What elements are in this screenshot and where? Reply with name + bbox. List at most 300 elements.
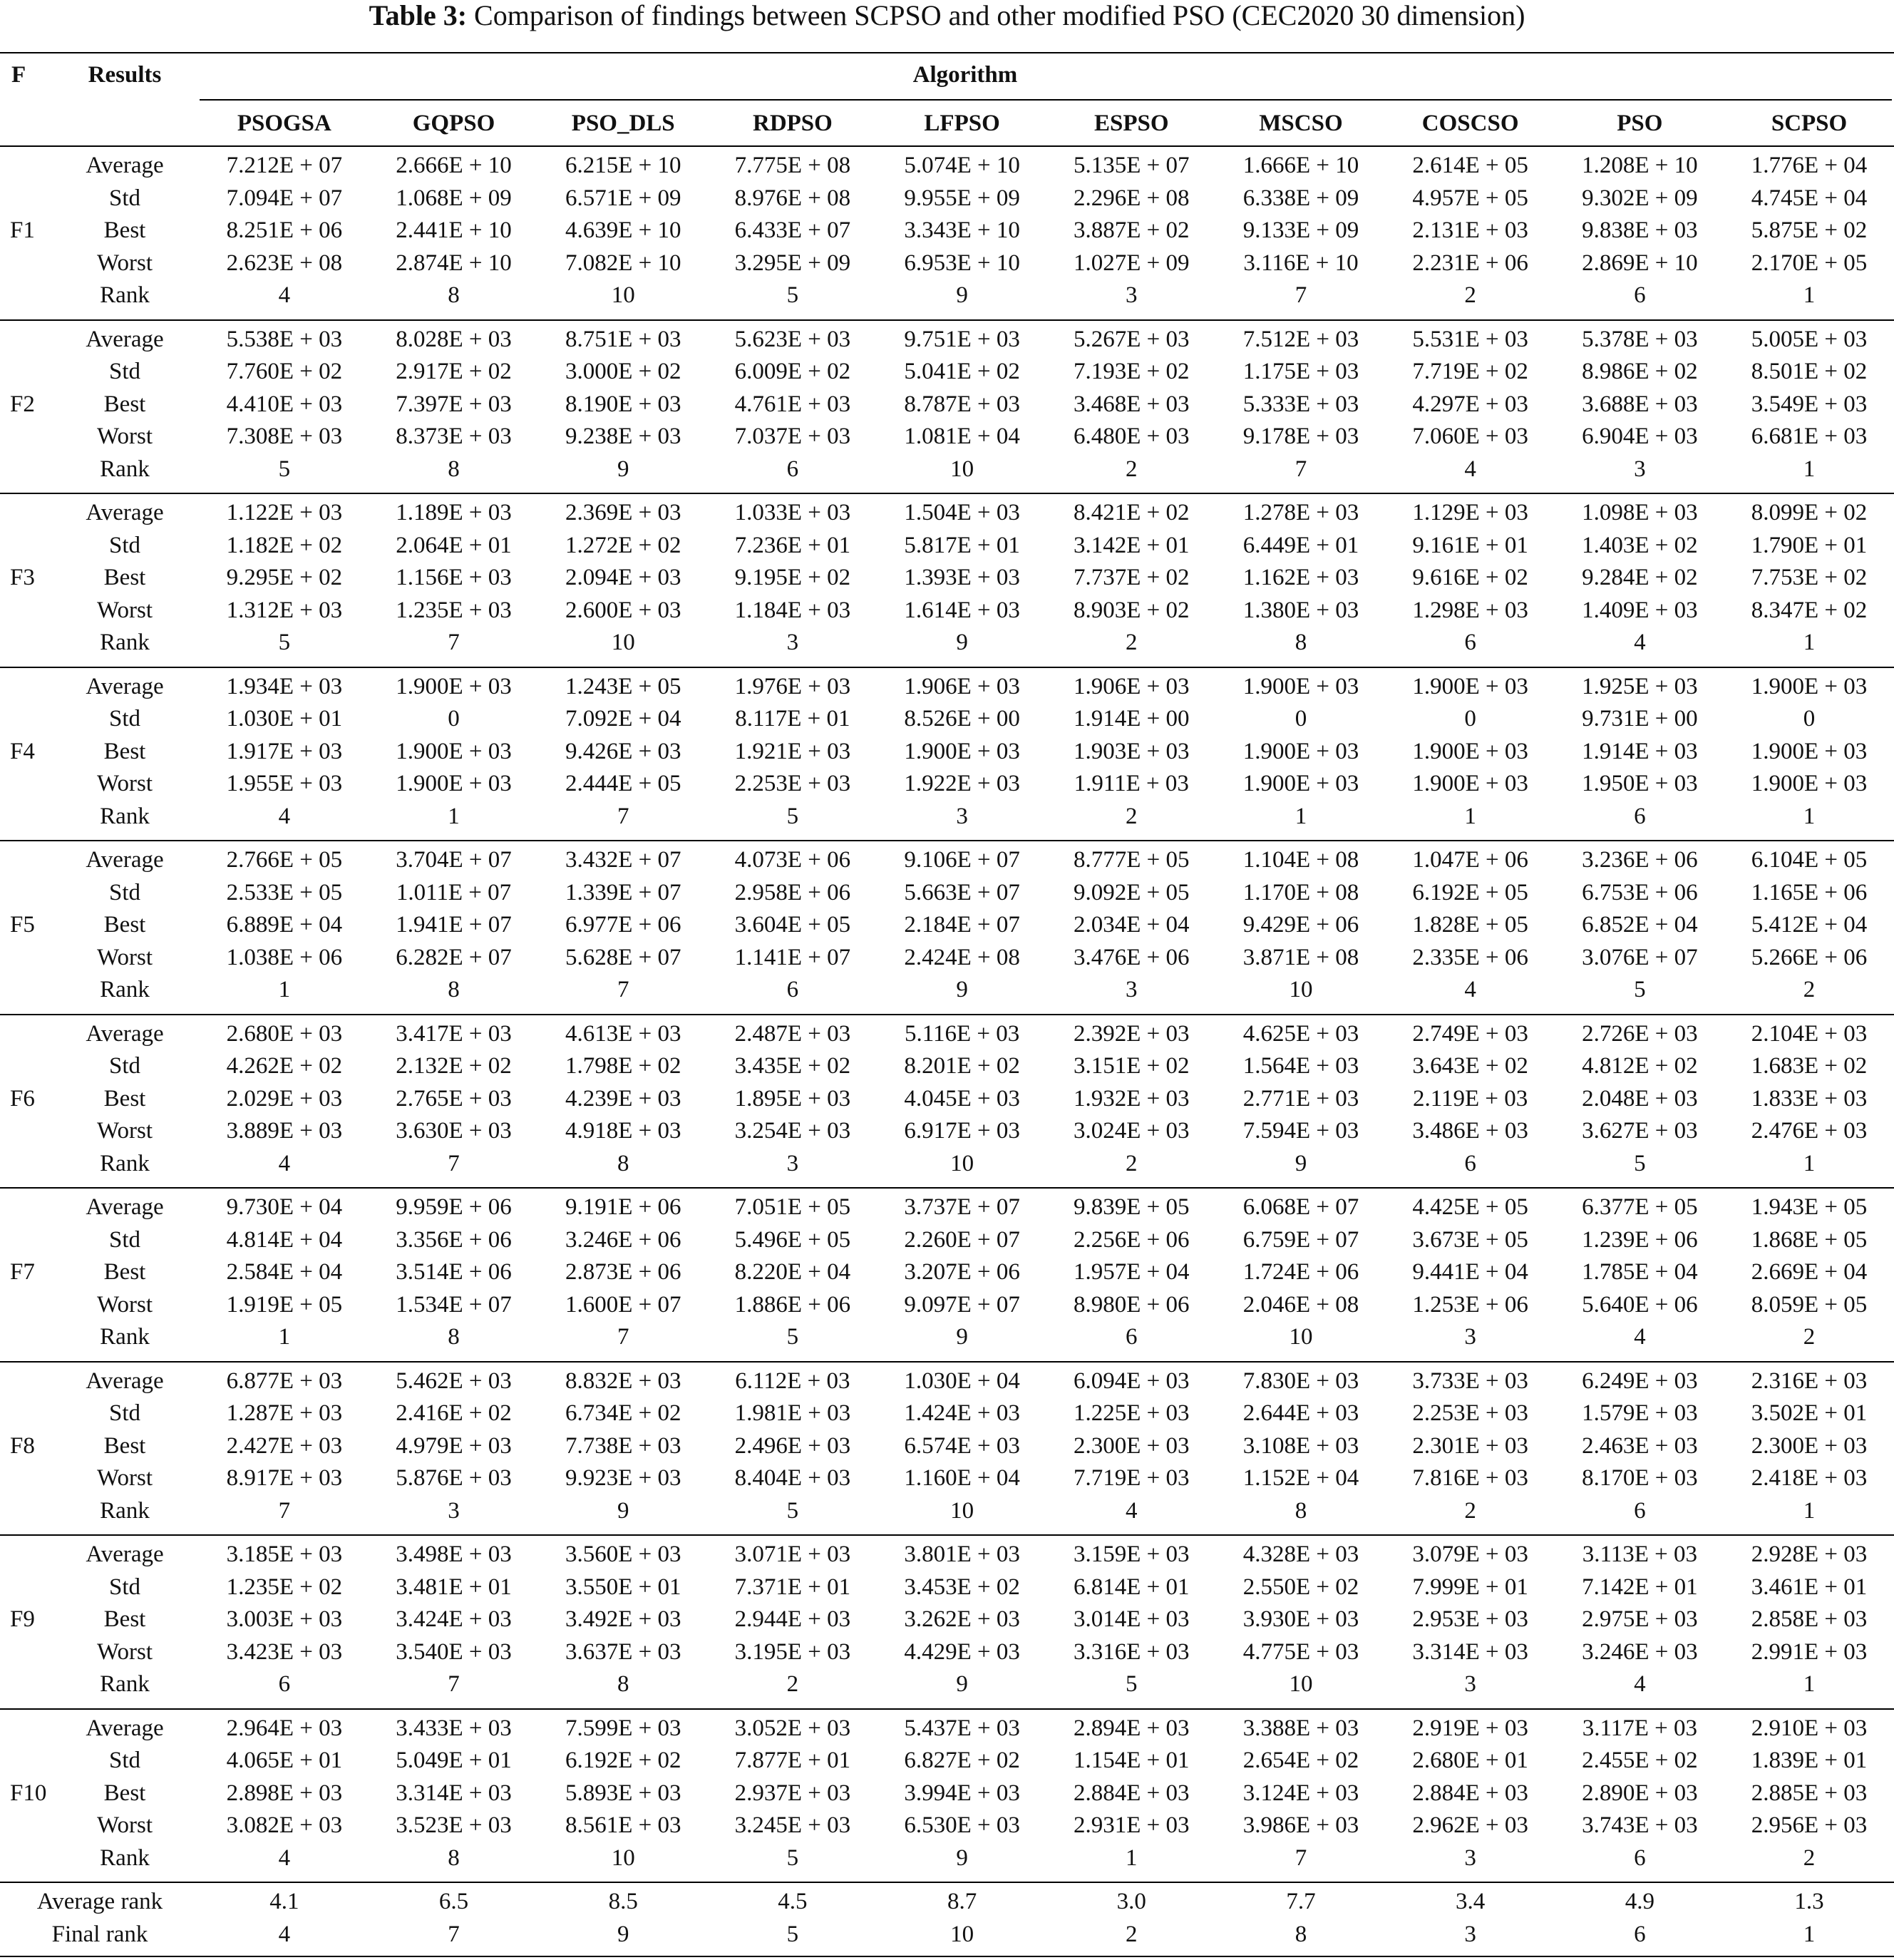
- worst-cell: 2.253E + 03: [734, 771, 851, 797]
- average-cell: 1.666E + 10: [1242, 153, 1359, 178]
- worst-cell: 2.046E + 08: [1242, 1291, 1359, 1318]
- std-cell: 5.663E + 07: [904, 879, 1020, 905]
- best-cell: 5.893E + 03: [565, 1780, 681, 1806]
- rank-cell: 6: [1634, 282, 1646, 309]
- best-cell: 1.957E + 04: [1074, 1259, 1190, 1286]
- std-cell: 6.009E + 02: [734, 359, 851, 385]
- best-cell: 2.300E + 03: [1751, 1432, 1868, 1459]
- metric-label-worst: Worst: [96, 1638, 153, 1665]
- average-cell: 6.112E + 03: [735, 1368, 850, 1394]
- best-cell: 1.900E + 03: [1242, 738, 1359, 764]
- worst-cell: 3.486E + 03: [1412, 1118, 1528, 1144]
- average-cell: 1.504E + 03: [904, 500, 1020, 525]
- best-cell: 4.297E + 03: [1412, 391, 1528, 417]
- best-cell: 1.903E + 03: [1074, 738, 1190, 764]
- best-cell: 3.003E + 03: [226, 1606, 343, 1633]
- metric-label-worst: Worst: [96, 771, 153, 797]
- rank-cell: 7: [1295, 282, 1307, 309]
- std-cell: 2.260E + 07: [904, 1226, 1020, 1253]
- function-block-f10: [0, 1710, 1894, 1884]
- best-cell: 6.574E + 03: [904, 1432, 1020, 1459]
- rank-cell: 3: [1126, 977, 1138, 1003]
- best-cell: 2.184E + 07: [904, 912, 1020, 938]
- average-rank-cell: 6.5: [438, 1889, 469, 1914]
- std-cell: 5.817E + 01: [904, 532, 1020, 558]
- average-cell: 3.388E + 03: [1242, 1715, 1359, 1741]
- std-cell: 1.790E + 01: [1751, 532, 1868, 558]
- function-block-f8: [0, 1363, 1894, 1536]
- worst-cell: 8.903E + 02: [1074, 597, 1190, 623]
- rank-cell: 1: [1803, 1150, 1816, 1176]
- rank-cell: 8: [1295, 1497, 1307, 1524]
- best-cell: 2.885E + 03: [1751, 1780, 1868, 1806]
- best-cell: 1.162E + 03: [1242, 565, 1359, 591]
- worst-cell: 2.418E + 03: [1751, 1465, 1868, 1492]
- metric-label-best: Best: [103, 391, 146, 417]
- average-cell: 6.094E + 03: [1074, 1368, 1190, 1394]
- worst-cell: 7.060E + 03: [1412, 424, 1528, 450]
- average-cell: 6.877E + 03: [226, 1368, 343, 1394]
- std-cell: 3.502E + 01: [1751, 1400, 1868, 1427]
- rank-cell: 1: [1803, 630, 1816, 656]
- std-cell: 1.011E + 07: [396, 879, 512, 905]
- std-cell: 1.839E + 01: [1751, 1748, 1868, 1774]
- metric-label-worst: Worst: [96, 597, 153, 623]
- worst-cell: 1.298E + 03: [1412, 597, 1528, 623]
- metric-label-rank: Rank: [100, 803, 150, 829]
- average-rank-cell: 3.0: [1116, 1889, 1146, 1914]
- average-cell: 3.417E + 03: [396, 1020, 512, 1047]
- best-cell: 4.761E + 03: [734, 391, 851, 417]
- worst-cell: 3.423E + 03: [226, 1638, 343, 1665]
- std-cell: 2.455E + 02: [1582, 1748, 1698, 1774]
- worst-cell: 8.347E + 02: [1751, 597, 1868, 623]
- best-cell: 2.953E + 03: [1412, 1606, 1528, 1633]
- function-blocks: [0, 147, 1894, 1883]
- table-caption: [0, 0, 1894, 31]
- std-cell: 1.403E + 02: [1582, 532, 1698, 558]
- average-cell: 1.943E + 05: [1751, 1194, 1868, 1220]
- std-cell: 6.814E + 01: [1074, 1574, 1190, 1600]
- average-cell: 5.462E + 03: [396, 1368, 512, 1394]
- metric-label-rank: Rank: [100, 977, 150, 1003]
- std-cell: 0: [1464, 706, 1476, 732]
- best-cell: 2.094E + 03: [565, 565, 681, 591]
- average-cell: 9.959E + 06: [396, 1194, 512, 1220]
- worst-cell: 9.923E + 03: [565, 1465, 681, 1492]
- worst-cell: 6.904E + 03: [1582, 424, 1698, 450]
- worst-cell: 4.918E + 03: [565, 1118, 681, 1144]
- function-label: F1: [10, 217, 35, 244]
- best-cell: 8.251E + 06: [226, 217, 343, 244]
- average-cell: 3.113E + 03: [1582, 1541, 1697, 1567]
- rank-cell: 3: [1464, 1844, 1476, 1871]
- std-cell: 9.092E + 05: [1074, 879, 1190, 905]
- average-cell: 9.730E + 04: [226, 1194, 343, 1220]
- rank-cell: 8: [448, 1844, 460, 1871]
- std-cell: 1.239E + 06: [1582, 1226, 1698, 1253]
- best-cell: 1.895E + 03: [734, 1085, 851, 1112]
- metric-label-std: Std: [108, 1574, 141, 1600]
- rank-cell: 3: [786, 630, 799, 656]
- best-cell: 3.343E + 10: [904, 217, 1020, 244]
- rank-cell: 2: [1464, 282, 1476, 309]
- average-cell: 6.249E + 03: [1582, 1368, 1698, 1394]
- worst-cell: 3.076E + 07: [1582, 944, 1698, 970]
- function-label: F9: [10, 1606, 35, 1633]
- std-cell: 3.356E + 06: [396, 1226, 512, 1253]
- worst-cell: 1.027E + 09: [1074, 250, 1190, 276]
- best-cell: 9.838E + 03: [1582, 217, 1698, 244]
- std-cell: 2.064E + 01: [396, 532, 512, 558]
- worst-cell: 3.314E + 03: [1412, 1638, 1528, 1665]
- std-cell: 2.253E + 03: [1412, 1400, 1528, 1427]
- best-cell: 2.463E + 03: [1582, 1432, 1698, 1459]
- rank-cell: 6: [1126, 1324, 1138, 1350]
- best-cell: 1.828E + 05: [1412, 912, 1528, 938]
- average-cell: 5.437E + 03: [904, 1715, 1020, 1741]
- average-cell: 2.666E + 10: [396, 153, 512, 178]
- best-cell: 1.914E + 03: [1582, 738, 1698, 764]
- std-cell: 1.798E + 02: [565, 1053, 681, 1079]
- std-cell: 1.235E + 02: [226, 1574, 343, 1600]
- worst-cell: 1.900E + 03: [1751, 771, 1868, 797]
- rank-cell: 1: [1803, 456, 1816, 482]
- average-cell: 9.839E + 05: [1074, 1194, 1190, 1220]
- average-cell: 3.117E + 03: [1582, 1715, 1697, 1741]
- worst-cell: 2.991E + 03: [1751, 1638, 1868, 1665]
- rank-cell: 10: [950, 1497, 974, 1524]
- worst-cell: 3.245E + 03: [734, 1812, 851, 1839]
- best-cell: 6.852E + 04: [1582, 912, 1698, 938]
- std-cell: 3.453E + 02: [904, 1574, 1020, 1600]
- final-rank-label: Final rank: [51, 1921, 148, 1947]
- metric-label-rank: Rank: [100, 456, 150, 482]
- rank-cell: 6: [1634, 1844, 1646, 1871]
- best-cell: 2.937E + 03: [734, 1780, 851, 1806]
- worst-cell: 2.623E + 08: [226, 250, 343, 276]
- metric-label-average: Average: [86, 847, 164, 873]
- std-cell: 9.731E + 00: [1582, 706, 1698, 732]
- std-cell: 8.501E + 02: [1751, 359, 1868, 385]
- std-cell: 1.868E + 05: [1751, 1226, 1868, 1253]
- metric-label-average: Average: [86, 673, 164, 699]
- worst-cell: 3.116E + 10: [1243, 250, 1359, 276]
- metric-label-average: Average: [86, 1194, 164, 1220]
- std-cell: 6.827E + 02: [904, 1748, 1020, 1774]
- worst-cell: 4.775E + 03: [1242, 1638, 1359, 1665]
- average-cell: 1.033E + 03: [734, 500, 851, 525]
- best-cell: 2.873E + 06: [565, 1259, 681, 1286]
- best-cell: 2.890E + 03: [1582, 1780, 1698, 1806]
- function-label: F2: [10, 391, 35, 417]
- header-row-primary: [0, 53, 1894, 99]
- best-cell: 1.156E + 03: [396, 565, 512, 591]
- average-cell: 8.777E + 05: [1074, 847, 1190, 873]
- std-cell: 2.296E + 08: [1074, 185, 1190, 211]
- metric-label-std: Std: [108, 359, 141, 385]
- best-cell: 2.884E + 03: [1074, 1780, 1190, 1806]
- best-cell: 1.785E + 04: [1582, 1259, 1698, 1286]
- worst-cell: 6.681E + 03: [1751, 424, 1868, 450]
- average-cell: 2.487E + 03: [734, 1020, 851, 1047]
- std-cell: 7.236E + 01: [734, 532, 851, 558]
- final-rank-cell: 9: [617, 1921, 629, 1947]
- average-cell: 3.704E + 07: [396, 847, 512, 873]
- worst-cell: 8.980E + 06: [1074, 1291, 1190, 1318]
- function-label: F8: [10, 1432, 35, 1459]
- worst-cell: 2.476E + 03: [1751, 1118, 1868, 1144]
- average-cell: 1.129E + 03: [1412, 500, 1528, 525]
- rank-cell: 1: [1803, 1497, 1816, 1524]
- final-rank-cell: 3: [1464, 1921, 1476, 1947]
- std-cell: 7.877E + 01: [734, 1748, 851, 1774]
- rank-cell: 3: [1464, 1324, 1476, 1350]
- algorithm-header-gqpso: GQPSO: [412, 111, 495, 136]
- rank-cell: 5: [786, 282, 799, 309]
- worst-cell: 1.900E + 03: [396, 771, 512, 797]
- final-rank-cell: 8: [1295, 1921, 1307, 1947]
- std-cell: 6.571E + 09: [565, 185, 681, 211]
- average-cell: 8.421E + 02: [1074, 500, 1190, 525]
- rank-cell: 7: [278, 1497, 291, 1524]
- best-cell: 3.549E + 03: [1751, 391, 1868, 417]
- average-cell: 1.976E + 03: [734, 673, 851, 699]
- metric-label-average: Average: [86, 1541, 164, 1567]
- average-cell: 1.900E + 03: [396, 673, 512, 699]
- metric-label-rank: Rank: [100, 1497, 150, 1524]
- average-cell: 7.775E + 08: [734, 153, 851, 178]
- table-number: Table 3:: [369, 0, 468, 31]
- average-cell: 3.079E + 03: [1412, 1541, 1528, 1567]
- average-cell: 5.623E + 03: [734, 326, 851, 352]
- best-cell: 1.921E + 03: [734, 738, 851, 764]
- best-cell: 4.979E + 03: [396, 1432, 512, 1459]
- final-rank-cell: 4: [278, 1921, 291, 1947]
- metric-label-average: Average: [86, 326, 164, 352]
- std-cell: 2.644E + 03: [1242, 1400, 1359, 1427]
- worst-cell: 8.059E + 05: [1751, 1291, 1868, 1318]
- best-cell: 7.397E + 03: [396, 391, 512, 417]
- rank-cell: 10: [611, 630, 635, 656]
- std-cell: 6.449E + 01: [1242, 532, 1359, 558]
- best-cell: 8.190E + 03: [565, 391, 681, 417]
- best-cell: 4.239E + 03: [565, 1085, 681, 1112]
- rank-cell: 5: [1634, 977, 1646, 1003]
- worst-cell: 7.037E + 03: [734, 424, 851, 450]
- function-block-f3: [0, 494, 1894, 668]
- rank-cell: 8: [617, 1150, 629, 1176]
- worst-cell: 2.231E + 06: [1412, 250, 1528, 276]
- best-cell: 2.765E + 03: [396, 1085, 512, 1112]
- function-block-f9: [0, 1536, 1894, 1710]
- worst-cell: 1.160E + 04: [904, 1465, 1020, 1492]
- worst-cell: 1.184E + 03: [734, 597, 851, 623]
- average-cell: 2.928E + 03: [1751, 1541, 1868, 1567]
- average-cell: 8.028E + 03: [396, 326, 512, 352]
- algorithm-header-pso-dls: PSO_DLS: [571, 111, 675, 136]
- best-cell: 1.900E + 03: [1751, 738, 1868, 764]
- std-cell: 3.461E + 01: [1751, 1574, 1868, 1600]
- std-cell: 6.734E + 02: [565, 1400, 681, 1427]
- best-cell: 3.994E + 03: [904, 1780, 1020, 1806]
- metric-label-average: Average: [86, 1368, 164, 1394]
- best-cell: 1.900E + 03: [396, 738, 512, 764]
- std-cell: 1.154E + 01: [1074, 1748, 1190, 1774]
- best-cell: 1.833E + 03: [1751, 1085, 1868, 1112]
- worst-cell: 7.816E + 03: [1412, 1465, 1528, 1492]
- std-cell: 4.262E + 02: [226, 1053, 343, 1079]
- average-cell: 7.212E + 07: [226, 153, 343, 178]
- average-cell: 2.392E + 03: [1074, 1020, 1190, 1047]
- rank-cell: 10: [1289, 1324, 1313, 1350]
- best-cell: 3.207E + 06: [904, 1259, 1020, 1286]
- metric-label-rank: Rank: [100, 630, 150, 656]
- best-cell: 6.977E + 06: [565, 912, 681, 938]
- metric-label-rank: Rank: [100, 1324, 150, 1350]
- average-cell: 2.369E + 03: [565, 500, 681, 525]
- std-cell: 6.338E + 09: [1242, 185, 1359, 211]
- rank-cell: 6: [1464, 630, 1476, 656]
- rank-cell: 3: [786, 1150, 799, 1176]
- average-cell: 1.208E + 10: [1582, 153, 1698, 178]
- average-cell: 9.106E + 07: [904, 847, 1020, 873]
- rank-cell: 9: [956, 630, 968, 656]
- rank-cell: 9: [617, 456, 629, 482]
- worst-cell: 6.917E + 03: [904, 1118, 1020, 1144]
- rank-cell: 7: [617, 803, 629, 829]
- rank-cell: 2: [1126, 456, 1138, 482]
- worst-cell: 1.409E + 03: [1582, 597, 1698, 623]
- std-cell: 8.117E + 01: [735, 706, 850, 732]
- std-cell: 8.976E + 08: [734, 185, 851, 211]
- std-cell: 3.246E + 06: [565, 1226, 681, 1253]
- std-cell: 9.302E + 09: [1582, 185, 1698, 211]
- average-cell: 3.185E + 03: [226, 1541, 343, 1567]
- average-cell: 2.104E + 03: [1751, 1020, 1868, 1047]
- std-cell: 1.225E + 03: [1074, 1400, 1190, 1427]
- average-cell: 1.900E + 03: [1242, 673, 1359, 699]
- metric-label-average: Average: [86, 1715, 164, 1741]
- std-cell: 1.564E + 03: [1242, 1053, 1359, 1079]
- best-cell: 2.669E + 04: [1751, 1259, 1868, 1286]
- rank-cell: 10: [611, 1844, 635, 1871]
- rank-cell: 9: [956, 1844, 968, 1871]
- average-rank-cell: 4.5: [778, 1889, 808, 1914]
- metric-label-rank: Rank: [100, 1150, 150, 1176]
- std-cell: 3.481E + 01: [396, 1574, 512, 1600]
- rank-cell: 5: [278, 456, 291, 482]
- function-label: F4: [10, 738, 35, 764]
- std-cell: 2.958E + 06: [734, 879, 851, 905]
- rank-cell: 5: [278, 630, 291, 656]
- rank-cell: 2: [1126, 630, 1138, 656]
- function-label: F7: [10, 1259, 35, 1286]
- best-cell: 1.724E + 06: [1242, 1259, 1359, 1286]
- std-cell: 1.683E + 02: [1751, 1053, 1868, 1079]
- rank-cell: 1: [1295, 803, 1307, 829]
- worst-cell: 1.081E + 04: [904, 424, 1020, 450]
- rank-cell: 9: [956, 1324, 968, 1350]
- std-cell: 1.287E + 03: [226, 1400, 343, 1427]
- worst-cell: 8.404E + 03: [734, 1465, 851, 1492]
- rank-cell: 7: [1295, 456, 1307, 482]
- best-cell: 9.284E + 02: [1582, 565, 1698, 591]
- rank-cell: 1: [1803, 803, 1816, 829]
- best-cell: 1.941E + 07: [396, 912, 512, 938]
- rank-cell: 1: [1803, 1671, 1816, 1698]
- best-cell: 2.898E + 03: [226, 1780, 343, 1806]
- rank-cell: 7: [1295, 1844, 1307, 1871]
- best-cell: 9.426E + 03: [565, 738, 681, 764]
- metric-label-rank: Rank: [100, 1671, 150, 1698]
- std-cell: 5.041E + 02: [904, 359, 1020, 385]
- average-cell: 3.801E + 03: [904, 1541, 1020, 1567]
- metric-label-worst: Worst: [96, 944, 153, 970]
- best-cell: 2.300E + 03: [1074, 1432, 1190, 1459]
- rank-cell: 4: [1464, 977, 1476, 1003]
- algorithm-header-scpso: SCPSO: [1771, 111, 1848, 136]
- worst-cell: 7.308E + 03: [226, 424, 343, 450]
- rank-cell: 1: [1126, 1844, 1138, 1871]
- worst-cell: 2.600E + 03: [565, 597, 681, 623]
- worst-cell: 2.931E + 03: [1074, 1812, 1190, 1839]
- function-block-f4: [0, 668, 1894, 842]
- worst-cell: 9.178E + 03: [1242, 424, 1359, 450]
- best-cell: 1.917E + 03: [226, 738, 343, 764]
- rank-cell: 4: [1634, 1324, 1646, 1350]
- metric-label-best: Best: [103, 1606, 146, 1633]
- algorithm-header-mscso: MSCSO: [1259, 111, 1343, 136]
- worst-cell: 3.540E + 03: [396, 1638, 512, 1665]
- metric-label-average: Average: [86, 1020, 164, 1047]
- worst-cell: 7.594E + 03: [1242, 1118, 1359, 1144]
- best-cell: 2.441E + 10: [396, 217, 512, 244]
- rank-cell: 3: [1634, 456, 1646, 482]
- rank-cell: 4: [278, 1150, 291, 1176]
- metric-label-best: Best: [103, 1780, 146, 1806]
- worst-cell: 2.874E + 10: [396, 250, 512, 276]
- function-label: F6: [10, 1085, 35, 1112]
- worst-cell: 3.523E + 03: [396, 1812, 512, 1839]
- std-cell: 1.424E + 03: [904, 1400, 1020, 1427]
- algorithm-header-espso: ESPSO: [1094, 111, 1169, 136]
- worst-cell: 2.956E + 03: [1751, 1812, 1868, 1839]
- rank-cell: 9: [1295, 1150, 1307, 1176]
- rank-cell: 6: [1634, 1497, 1646, 1524]
- function-block-f5: [0, 841, 1894, 1015]
- rank-cell: 1: [1464, 803, 1476, 829]
- worst-cell: 1.600E + 07: [565, 1291, 681, 1318]
- algorithm-header-rdpso: RDPSO: [752, 111, 833, 136]
- best-cell: 3.887E + 02: [1074, 217, 1190, 244]
- final-rank-cell: 5: [786, 1921, 799, 1947]
- worst-cell: 8.917E + 03: [226, 1465, 343, 1492]
- rank-cell: 8: [448, 977, 460, 1003]
- best-cell: 2.427E + 03: [226, 1432, 343, 1459]
- std-cell: 6.192E + 02: [565, 1748, 681, 1774]
- best-cell: 7.753E + 02: [1751, 565, 1868, 591]
- average-cell: 2.680E + 03: [226, 1020, 343, 1047]
- rank-cell: 3: [1126, 282, 1138, 309]
- function-label: F10: [10, 1780, 47, 1806]
- rank-cell: 1: [278, 977, 291, 1003]
- average-cell: 8.751E + 03: [565, 326, 681, 352]
- rank-cell: 5: [786, 1497, 799, 1524]
- average-cell: 6.104E + 05: [1751, 847, 1868, 873]
- std-cell: 3.643E + 02: [1412, 1053, 1528, 1079]
- average-cell: 1.906E + 03: [904, 673, 1020, 699]
